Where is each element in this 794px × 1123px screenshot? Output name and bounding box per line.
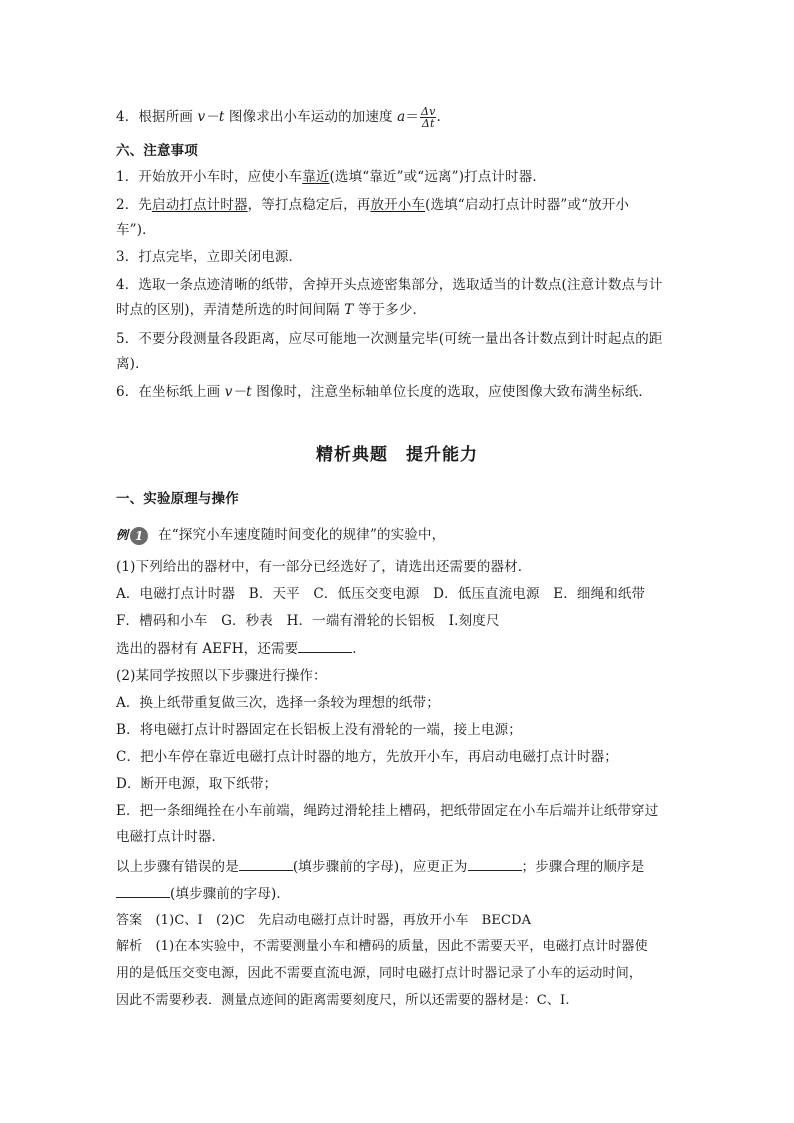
- example-intro: [116, 525, 445, 545]
- vt-symbol-2: v－t: [224, 384, 252, 400]
- subsection-heading: 一、实验原理与操作: [116, 491, 239, 507]
- note-4b: [116, 300, 426, 320]
- note-1-tail: (选填“靠近”或“远离”)打点计时器．: [329, 169, 547, 185]
- note-2: [116, 195, 629, 215]
- q2-text: 以上步骤有错误的是: [116, 859, 239, 875]
- note-2-mid: ，等打点稳定后，再: [247, 197, 371, 213]
- note-2-tail: (选填“启动打点计时器”或“放开小: [425, 197, 630, 213]
- step-e-line2: 电磁打点计时器．: [116, 829, 226, 845]
- q2-text-mid: (填步骤前的字母)，应更正为: [292, 859, 468, 875]
- note-1: [116, 167, 546, 187]
- q2-correction-blank: [468, 856, 522, 871]
- note-6-tail: 图像时，注意坐标轴单位长度的选取，应使图像大致布满坐标纸．: [251, 384, 653, 400]
- q1-options-f-i: F．槽码和小车 G．秒表 H．一端有滑轮的长铝板 I.刻度尺: [116, 613, 500, 629]
- step4-line: [116, 106, 441, 129]
- note-4a: 4．选取一条点迹清晰的纸带，舍掉开头点迹密集部分，选取适当的计数点(注意计数点与计: [116, 277, 663, 293]
- example-number-badge: 1: [130, 527, 148, 545]
- question-2: (2)某同学按照以下步骤进行操作：: [116, 668, 327, 684]
- step-d: D．断开电源，取下纸带；: [116, 776, 278, 792]
- acceleration-symbol: a: [397, 109, 406, 125]
- note-2-text: 2．先: [116, 197, 153, 213]
- note-5b: 离)．: [116, 356, 149, 372]
- note-1-answer: 靠近: [302, 169, 330, 185]
- step4-text: 4．根据所画: [116, 109, 198, 125]
- q1-answer-blank: [298, 638, 352, 653]
- note-3: 3．打点完毕，立即关闭电源．: [116, 249, 303, 265]
- question-1: (1)下列给出的器材中，有一部分已经选好了，请选出还需要的器材．: [116, 559, 532, 575]
- q2-order-line: [116, 883, 290, 904]
- acceleration-fraction: [420, 106, 436, 129]
- example-label: 例: [116, 528, 129, 542]
- note-5a: 5．不要分段测量各段距离，应尽可能地一次测量完毕(可统一量出各计数点到计时起点的距: [116, 331, 663, 347]
- analysis-line-2: 用的是低压交变电源，因此不需要直流电源，同时电磁打点计时器记录了小车的运动时间，: [116, 966, 643, 981]
- period-symbol: T: [344, 302, 354, 318]
- step-b: B．将电磁打点计时器固定在长铝板上没有滑轮的一端，接上电源；: [116, 722, 522, 738]
- note-2-answer-1: 启动打点计时器: [152, 197, 248, 213]
- q2-answer-line: [116, 856, 644, 877]
- note-1-text: 1．开始放开小车时，应使小车: [116, 169, 303, 185]
- fraction-denominator: Δt: [421, 117, 435, 130]
- q1-selection-end: ．: [352, 641, 366, 657]
- example-intro-text: 在“探究小车速度随时间变化的规律”的实验中，: [158, 527, 446, 543]
- step4-text-mid: 图像求出小车运动的加速度: [224, 109, 398, 125]
- equals-sign: ＝: [405, 109, 419, 125]
- q2-order-text: (填步骤前的字母)．: [170, 886, 291, 902]
- step-c: C．把小车停在靠近电磁打点计时器的地方，先放开小车，再启动电磁打点计时器；: [116, 749, 618, 765]
- q2-error-blank: [239, 856, 293, 871]
- step-e-line1: E．把一条细绳拴在小车前端，绳跨过滑轮挂上槽码，把纸带固定在小车后端并让纸带穿过: [116, 803, 659, 819]
- vt-symbol: v－t: [197, 109, 225, 125]
- note-4b-tail: 等于多少．: [353, 302, 427, 318]
- q2-order-blank: [116, 883, 170, 898]
- section-heading-notes: 六、注意事项: [116, 143, 198, 159]
- step4-end: .: [436, 109, 441, 125]
- analysis-line-3: 因此不需要秒表．测量点迹间的距离需要刻度尺，所以还需要的器材是：C、I.: [116, 993, 570, 1008]
- analysis-line-1: 解析 (1)在本实验中，不需要测量小车和槽码的质量，因此不需要天平，电磁打点计时器使: [116, 939, 648, 954]
- q1-options-a-e: A．电磁打点计时器 B．天平 C．低压交变电源 D．低压直流电源 E．细绳和纸带: [116, 586, 646, 602]
- section-title: 精析典题 提升能力: [316, 445, 478, 465]
- note-6-text: 6．在坐标纸上画: [116, 384, 225, 400]
- note-2-cont: 车”)．: [116, 222, 156, 238]
- note-2-answer-2: 放开小车: [370, 197, 426, 213]
- q2-text-tail: ；步骤合理的顺序是: [521, 859, 645, 875]
- q1-selection: [116, 638, 366, 659]
- answer-line: 答案 (1)C、I (2)C 先启动电磁打点计时器，再放开小车 BECDA: [116, 913, 532, 928]
- fraction-numerator: Δv: [421, 105, 436, 118]
- q1-selection-text: 选出的器材有 AEFH，还需要: [116, 641, 299, 657]
- note-6: [116, 382, 652, 402]
- step-a: A．换上纸带重复做三次，选择一条较为理想的纸带；: [116, 695, 440, 711]
- note-4b-text: 时点的区别)，弄清楚所选的时间间隔: [116, 302, 345, 318]
